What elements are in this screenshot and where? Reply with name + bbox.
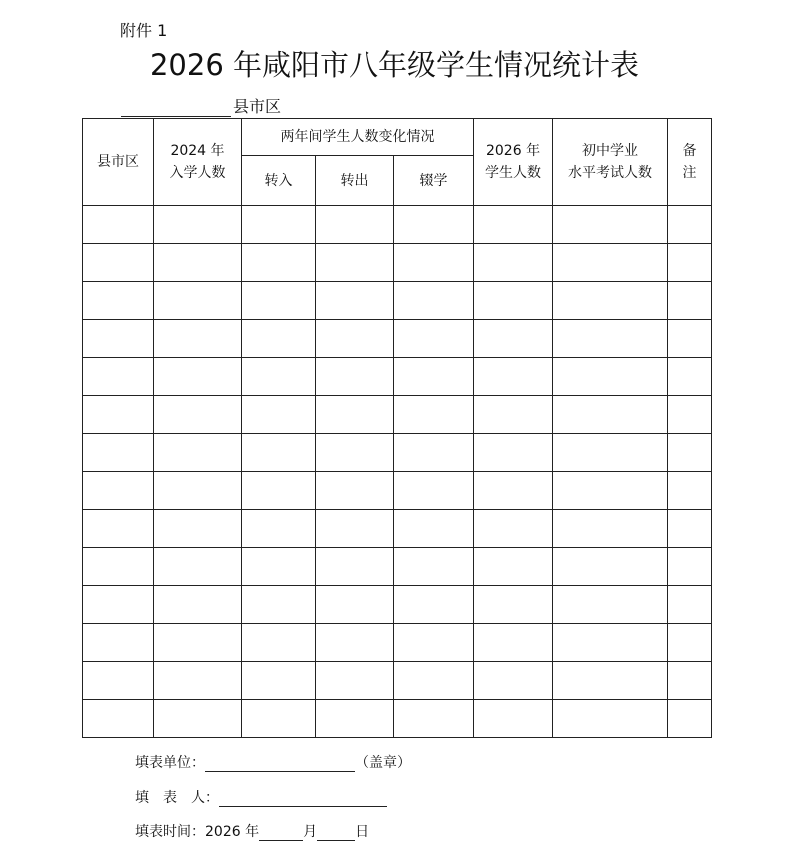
table-cell[interactable] bbox=[553, 358, 668, 396]
table-cell[interactable] bbox=[474, 472, 553, 510]
table-cell[interactable] bbox=[83, 586, 154, 624]
table-cell[interactable] bbox=[394, 358, 474, 396]
table-cell[interactable] bbox=[668, 472, 712, 510]
table-row bbox=[83, 320, 712, 358]
table-cell[interactable] bbox=[394, 510, 474, 548]
day-label: 日 bbox=[355, 824, 370, 840]
county-field bbox=[121, 94, 281, 117]
table-cell[interactable] bbox=[668, 434, 712, 472]
header-students-line2: 学生人数 bbox=[485, 165, 542, 181]
table-cell[interactable] bbox=[83, 700, 154, 738]
table-cell[interactable] bbox=[316, 510, 394, 548]
header-transfer-in: 转入 bbox=[242, 156, 316, 206]
header-transfer-out: 转出 bbox=[316, 156, 394, 206]
day-blank[interactable] bbox=[317, 825, 355, 841]
table-cell[interactable] bbox=[474, 396, 553, 434]
table-cell[interactable] bbox=[154, 282, 242, 320]
header-remark bbox=[668, 119, 712, 206]
table-row bbox=[83, 700, 712, 738]
table-cell[interactable] bbox=[316, 206, 394, 244]
table-cell[interactable] bbox=[474, 586, 553, 624]
table-cell[interactable] bbox=[553, 548, 668, 586]
table-cell[interactable] bbox=[154, 510, 242, 548]
table-cell[interactable] bbox=[394, 548, 474, 586]
table-cell[interactable] bbox=[553, 434, 668, 472]
table-cell[interactable] bbox=[474, 434, 553, 472]
table-cell[interactable] bbox=[394, 282, 474, 320]
unit-label: 填表单位： bbox=[135, 755, 205, 771]
footer-filler bbox=[135, 787, 387, 807]
table-row bbox=[83, 662, 712, 700]
table-cell[interactable] bbox=[242, 586, 316, 624]
table-cell[interactable] bbox=[474, 548, 553, 586]
table-cell[interactable] bbox=[394, 244, 474, 282]
table-cell[interactable] bbox=[154, 396, 242, 434]
table-row bbox=[83, 586, 712, 624]
header-students-2026 bbox=[474, 119, 553, 206]
table-cell[interactable] bbox=[316, 244, 394, 282]
table-cell[interactable] bbox=[553, 244, 668, 282]
table-cell[interactable] bbox=[83, 282, 154, 320]
table-cell[interactable] bbox=[668, 662, 712, 700]
table-cell[interactable] bbox=[83, 624, 154, 662]
table-cell[interactable] bbox=[83, 662, 154, 700]
table-cell[interactable] bbox=[316, 282, 394, 320]
table-row bbox=[83, 434, 712, 472]
table-cell[interactable] bbox=[394, 662, 474, 700]
table-cell[interactable] bbox=[474, 662, 553, 700]
table-cell[interactable] bbox=[154, 472, 242, 510]
filler-label: 填 表 人： bbox=[135, 790, 219, 806]
table-cell[interactable] bbox=[668, 510, 712, 548]
table-cell[interactable] bbox=[83, 244, 154, 282]
table-row bbox=[83, 472, 712, 510]
table-cell[interactable] bbox=[474, 510, 553, 548]
table-cell[interactable] bbox=[242, 282, 316, 320]
table-cell[interactable] bbox=[83, 206, 154, 244]
table-cell[interactable] bbox=[394, 624, 474, 662]
table-cell[interactable] bbox=[316, 624, 394, 662]
header-enrollment-line2: 入学人数 bbox=[169, 165, 226, 181]
table-cell[interactable] bbox=[242, 662, 316, 700]
header-exam-line2: 水平考试人数 bbox=[568, 165, 653, 181]
table-cell[interactable] bbox=[154, 358, 242, 396]
table-row bbox=[83, 548, 712, 586]
header-exam-count bbox=[553, 119, 668, 206]
table-cell[interactable] bbox=[83, 510, 154, 548]
table-cell[interactable] bbox=[83, 396, 154, 434]
table-cell[interactable] bbox=[316, 662, 394, 700]
table-cell[interactable] bbox=[316, 396, 394, 434]
form-title: 2026 年咸阳市八年级学生情况统计表 bbox=[149, 48, 640, 82]
table-cell[interactable] bbox=[242, 548, 316, 586]
header-dropout: 辍学 bbox=[394, 156, 474, 206]
table-cell[interactable] bbox=[83, 472, 154, 510]
table-cell[interactable] bbox=[316, 472, 394, 510]
table-cell[interactable] bbox=[242, 244, 316, 282]
time-label: 填表时间：2026 年 bbox=[135, 824, 260, 840]
table-cell[interactable] bbox=[242, 700, 316, 738]
month-blank[interactable] bbox=[259, 825, 303, 841]
table-row bbox=[83, 510, 712, 548]
table-cell[interactable] bbox=[242, 206, 316, 244]
footer-unit bbox=[135, 752, 411, 772]
table-row bbox=[83, 396, 712, 434]
table-row bbox=[83, 624, 712, 662]
table-cell[interactable] bbox=[394, 434, 474, 472]
table-cell[interactable] bbox=[474, 700, 553, 738]
table-cell[interactable] bbox=[242, 434, 316, 472]
footer-time bbox=[135, 821, 369, 841]
table-cell[interactable] bbox=[154, 206, 242, 244]
table-cell[interactable] bbox=[316, 434, 394, 472]
table-cell[interactable] bbox=[668, 700, 712, 738]
table-cell[interactable] bbox=[242, 396, 316, 434]
table-cell[interactable] bbox=[668, 244, 712, 282]
filler-blank[interactable] bbox=[219, 791, 387, 807]
table-cell[interactable] bbox=[474, 282, 553, 320]
table-cell[interactable] bbox=[154, 320, 242, 358]
table-row bbox=[83, 244, 712, 282]
table-cell[interactable] bbox=[668, 396, 712, 434]
table-cell[interactable] bbox=[474, 244, 553, 282]
table-cell[interactable] bbox=[316, 586, 394, 624]
header-students-line1: 2026 年 bbox=[485, 143, 541, 159]
table-cell[interactable] bbox=[474, 624, 553, 662]
table-cell[interactable] bbox=[154, 244, 242, 282]
table-row bbox=[83, 358, 712, 396]
table-cell[interactable] bbox=[242, 510, 316, 548]
header-enrollment-2024 bbox=[154, 119, 242, 206]
table-cell[interactable] bbox=[83, 434, 154, 472]
table-cell[interactable] bbox=[553, 472, 668, 510]
table-cell[interactable] bbox=[316, 358, 394, 396]
table-cell[interactable] bbox=[394, 700, 474, 738]
table-cell[interactable] bbox=[474, 320, 553, 358]
table-cell[interactable] bbox=[394, 320, 474, 358]
table-cell[interactable] bbox=[668, 282, 712, 320]
table-cell[interactable] bbox=[474, 358, 553, 396]
table-cell[interactable] bbox=[394, 206, 474, 244]
header-change-group: 两年间学生人数变化情况 bbox=[242, 119, 474, 156]
table-cell[interactable] bbox=[394, 472, 474, 510]
table-row bbox=[83, 206, 712, 244]
header-enrollment-line1: 2024 年 bbox=[170, 143, 225, 159]
table-cell[interactable] bbox=[154, 548, 242, 586]
header-remark-line1: 备 bbox=[682, 143, 697, 159]
table-cell[interactable] bbox=[316, 548, 394, 586]
table-cell[interactable] bbox=[242, 358, 316, 396]
table-cell[interactable] bbox=[668, 586, 712, 624]
table-body bbox=[83, 206, 712, 738]
table-row bbox=[83, 282, 712, 320]
table-cell[interactable] bbox=[553, 624, 668, 662]
table-cell[interactable] bbox=[668, 206, 712, 244]
attachment-label: 附件 1 bbox=[120, 21, 168, 40]
header-remark-line2: 注 bbox=[682, 165, 697, 181]
table-cell[interactable] bbox=[154, 624, 242, 662]
table-cell[interactable] bbox=[553, 282, 668, 320]
table-cell[interactable] bbox=[83, 358, 154, 396]
header-county: 县市区 bbox=[83, 119, 154, 206]
month-label: 月 bbox=[303, 824, 318, 840]
unit-blank[interactable] bbox=[205, 756, 355, 772]
table-cell[interactable] bbox=[154, 434, 242, 472]
table-cell[interactable] bbox=[553, 206, 668, 244]
table-cell[interactable] bbox=[394, 396, 474, 434]
table-cell[interactable] bbox=[242, 472, 316, 510]
table-cell[interactable] bbox=[553, 700, 668, 738]
table-cell[interactable] bbox=[474, 206, 553, 244]
table-cell[interactable] bbox=[316, 320, 394, 358]
table-cell[interactable] bbox=[668, 624, 712, 662]
table-cell[interactable] bbox=[553, 320, 668, 358]
table-cell[interactable] bbox=[154, 700, 242, 738]
table-cell[interactable] bbox=[316, 700, 394, 738]
table-cell[interactable] bbox=[242, 624, 316, 662]
table-cell[interactable] bbox=[668, 358, 712, 396]
county-suffix: 县市区 bbox=[233, 97, 282, 116]
table-cell[interactable] bbox=[83, 548, 154, 586]
table-cell[interactable] bbox=[553, 510, 668, 548]
table-cell[interactable] bbox=[668, 548, 712, 586]
header-exam-line1: 初中学业 bbox=[582, 143, 639, 159]
statistics-table bbox=[82, 118, 712, 738]
table-cell[interactable] bbox=[83, 320, 154, 358]
table-cell[interactable] bbox=[553, 662, 668, 700]
table-cell[interactable] bbox=[242, 320, 316, 358]
table-cell[interactable] bbox=[154, 586, 242, 624]
seal-label: （盖章） bbox=[355, 755, 411, 771]
table-cell[interactable] bbox=[553, 396, 668, 434]
county-blank[interactable] bbox=[121, 100, 231, 117]
table-cell[interactable] bbox=[154, 662, 242, 700]
table-cell[interactable] bbox=[394, 586, 474, 624]
table-cell[interactable] bbox=[553, 586, 668, 624]
table-cell[interactable] bbox=[668, 320, 712, 358]
